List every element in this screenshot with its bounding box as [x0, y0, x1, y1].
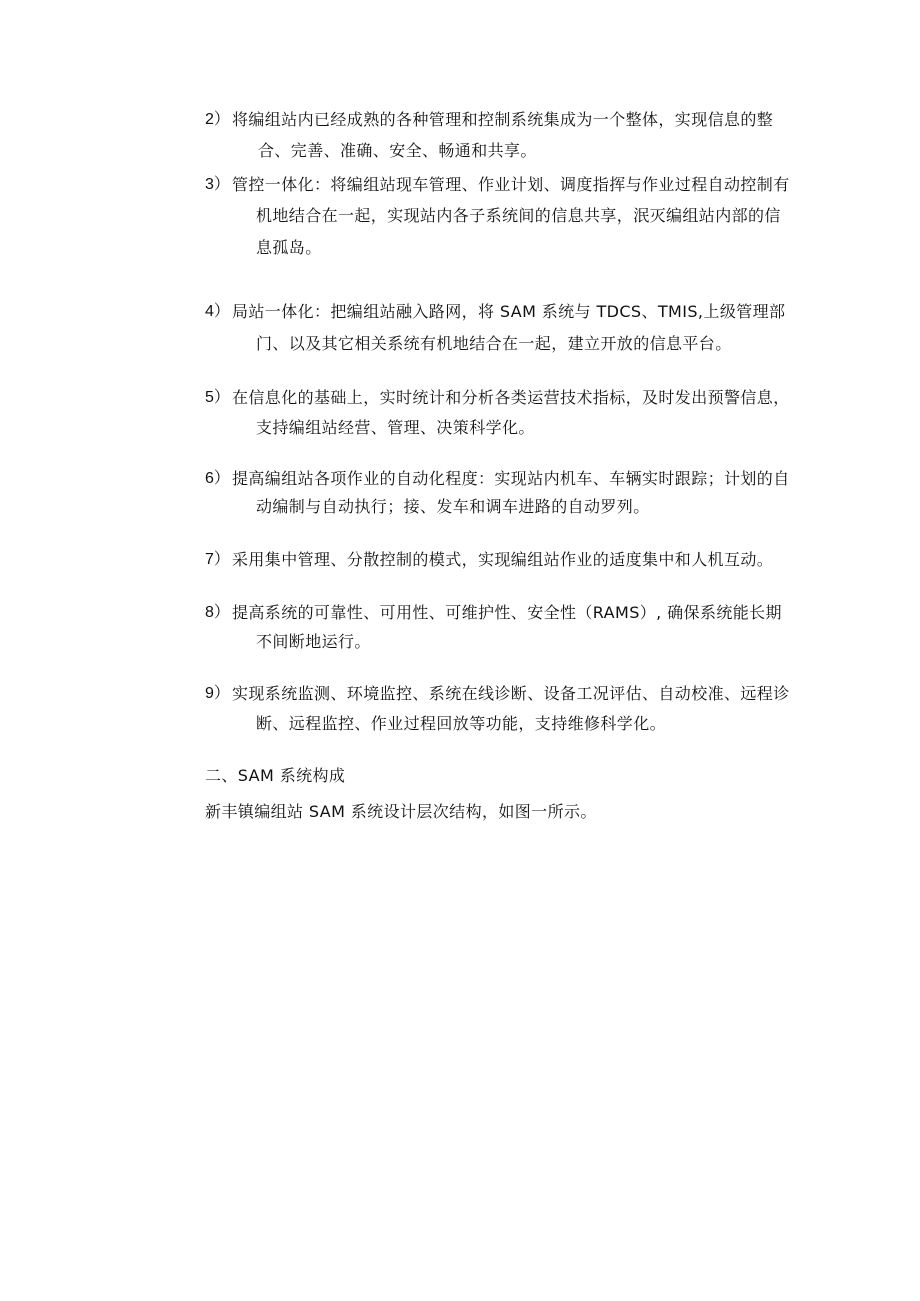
list-item-line: 将编组站内已经成熟的各种管理和控制系统集成为一个整体，实现信息的整 — [232, 110, 774, 129]
list-item-number: 4） — [205, 303, 230, 320]
list-item-line: 门、以及其它相关系统有机地结合在一起，建立开放的信息平台。 — [256, 334, 732, 353]
list-item-line: 提高编组站各项作业的自动化程度：实现站内机车、车辆实时跟踪；计划的自 — [232, 469, 790, 488]
list-item-number: 6） — [205, 470, 230, 487]
list-item-number: 2） — [205, 111, 230, 128]
list-item-line: 断、远程监控、作业过程回放等功能，支持维修科学化。 — [256, 714, 667, 733]
section-paragraph: 新丰镇编组站 SAM 系统设计层次结构，如图一所示。 — [205, 802, 597, 821]
list-item-line: 息孤岛。 — [256, 238, 322, 257]
list-item-number: 3） — [205, 176, 230, 193]
list-item-line: 合、完善、准确、安全、畅通和共享。 — [258, 141, 537, 160]
list-item-line: 机地结合在一起，实现站内各子系统间的信息共享，泯灭编组站内部的信 — [256, 206, 781, 225]
list-item-line: 在信息化的基础上，实时统计和分析各类运营技术指标，及时发出预警信息， — [232, 388, 790, 407]
list-item-line: 采用集中管理、分散控制的模式，实现编组站作业的适度集中和人机互动。 — [232, 550, 774, 569]
list-item-line: 局站一体化：把编组站融入路网，将 SAM 系统与 TDCS、TMIS,上级管理部 — [232, 302, 786, 321]
list-item-line: 提高系统的可靠性、可用性、可维护性、安全性（RAMS）, 确保系统能长期 — [232, 603, 782, 622]
list-item-line: 管控一体化：将编组站现车管理、作业计划、调度指挥与作业过程自动控制有 — [232, 175, 790, 194]
list-item-number: 9） — [205, 685, 230, 702]
list-item-line: 动编制与自动执行；接、发车和调车进路的自动罗列。 — [256, 497, 650, 516]
list-item-number: 8） — [205, 604, 230, 621]
section-heading: 二、SAM 系统构成 — [205, 766, 346, 785]
list-item-line: 不间断地运行。 — [256, 632, 371, 651]
list-item-line: 支持编组站经营、管理、决策科学化。 — [256, 418, 535, 437]
list-item-number: 7） — [205, 551, 230, 568]
list-item-line: 实现系统监测、环境监控、系统在线诊断、设备工况评估、自动校准、远程诊 — [232, 684, 790, 703]
list-item-number: 5） — [205, 389, 230, 406]
